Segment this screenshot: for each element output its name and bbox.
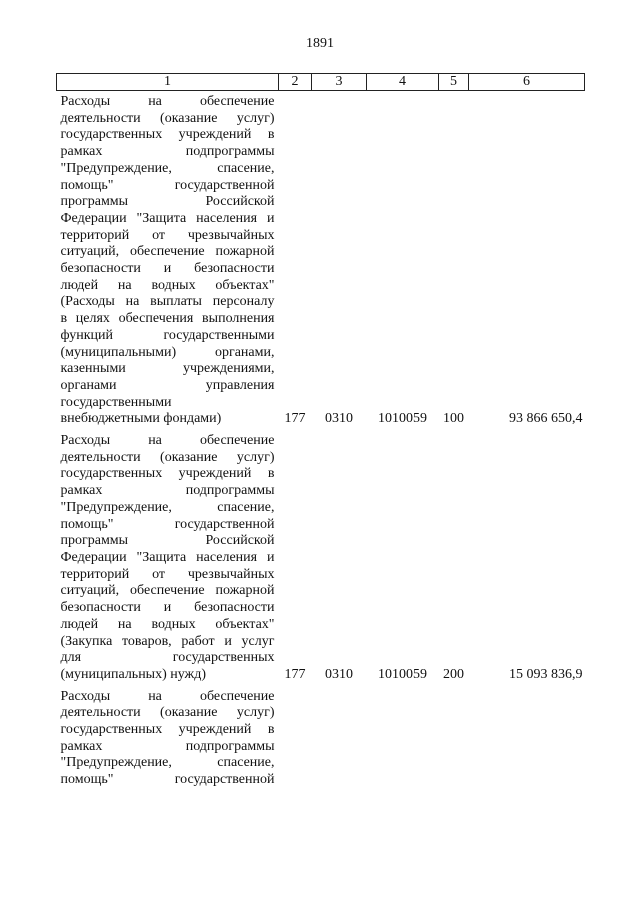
description-line: рамках подпрограммы (60, 144, 275, 160)
description-line: государственных учреждений в (60, 722, 275, 738)
expense-description (57, 686, 279, 791)
section-code (312, 686, 367, 791)
page-number: 1891 (306, 36, 334, 51)
column-header-4: 4 (367, 74, 439, 91)
description-line: ситуаций, обеспечение пожарной (60, 583, 275, 599)
description-line: государственных учреждений в (60, 466, 275, 482)
description-line: программы Российской (60, 194, 275, 210)
expense-type-code: 200 (443, 666, 464, 682)
description-line: территорий от чрезвычайных (60, 227, 275, 243)
target-article-code: 1010059 (378, 411, 427, 427)
ministry-code: 177 (284, 666, 306, 682)
description-line: государственными (60, 394, 172, 410)
description-line: людей на водных объектах" (60, 616, 275, 632)
description-line: Федерации "Защита населения и (60, 549, 275, 565)
description-line: (муниципальными) органами, (60, 344, 275, 360)
description-line: безопасности и безопасности (60, 600, 275, 616)
amount-value: 93 866 650,4 (509, 411, 583, 427)
description-line: деятельности (оказание услуг) (60, 705, 275, 721)
description-line: помощь" государственной (60, 516, 275, 532)
section-code: 0310 (325, 411, 353, 427)
expense-type-code: 100 (443, 411, 464, 427)
description-line: Расходы на обеспечение (60, 688, 275, 704)
description-line: для государственных (60, 650, 275, 666)
description-line: людей на водных объектах" (60, 277, 275, 293)
description-line: рамках подпрограммы (60, 738, 275, 754)
description-line: безопасности и безопасности (60, 261, 275, 277)
table-row (57, 686, 585, 791)
ministry-code: 177 (284, 411, 306, 427)
description-line: помощь" государственной (60, 772, 275, 788)
amount-value (469, 686, 585, 791)
description-line: рамках подпрограммы (60, 483, 275, 499)
description-line: Расходы на обеспечение (60, 94, 275, 109)
description-line: государственных учреждений в (60, 127, 275, 143)
description-line: территорий от чрезвычайных (60, 566, 275, 582)
description-line: в целях обеспечения выполнения (60, 311, 275, 327)
description-line: функций государственными (60, 327, 275, 343)
amount-value: 15 093 836,9 (509, 666, 583, 682)
description-line: казенными учреждениями, (60, 361, 275, 377)
column-header-2: 2 (279, 74, 312, 91)
description-line: ситуаций, обеспечение пожарной (60, 244, 275, 260)
description-line: "Предупреждение, спасение, (60, 499, 275, 515)
section-code: 0310 (325, 666, 353, 682)
description-line: деятельности (оказание услуг) (60, 110, 275, 126)
expense-type-code (439, 686, 469, 791)
description-line: органами управления (60, 377, 275, 393)
table-body (57, 91, 585, 791)
budget-table (56, 73, 585, 791)
description-line: (Расходы на выплаты персоналу (60, 294, 275, 310)
description-line: внебюджетными фондами) (60, 411, 222, 427)
column-header-6: 6 (469, 74, 585, 91)
description-line: Расходы на обеспечение (60, 433, 275, 449)
table-row (57, 91, 585, 431)
ministry-code (279, 686, 312, 791)
column-header-5: 5 (439, 74, 469, 91)
header-row (57, 74, 585, 91)
column-header-3: 3 (312, 74, 367, 91)
description-line: "Предупреждение, спасение, (60, 160, 275, 176)
description-line: деятельности (оказание услуг) (60, 449, 275, 465)
description-line: программы Российской (60, 533, 275, 549)
table-row (57, 430, 585, 686)
description-line: Федерации "Защита населения и (60, 210, 275, 226)
target-article-code: 1010059 (378, 666, 427, 682)
expense-description (57, 430, 279, 686)
description-line: (муниципальных) нужд) (60, 666, 207, 682)
description-line: (Закупка товаров, работ и услуг (60, 633, 275, 649)
expense-description (57, 91, 279, 431)
column-header-1: 1 (57, 74, 279, 91)
description-line: помощь" государственной (60, 177, 275, 193)
description-line: "Предупреждение, спасение, (60, 755, 275, 771)
target-article-code (367, 686, 439, 791)
